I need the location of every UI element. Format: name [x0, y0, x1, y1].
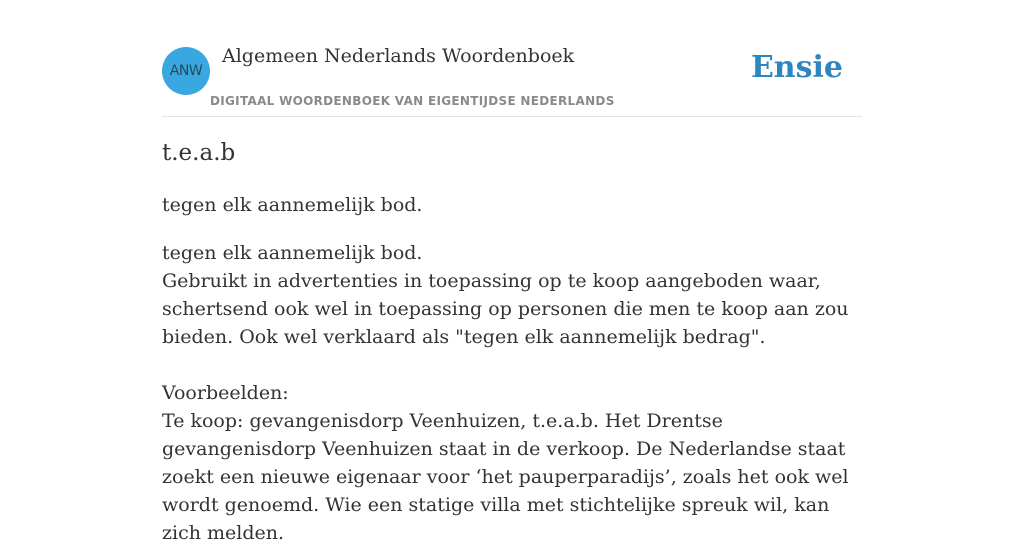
- spacer: [162, 351, 862, 379]
- site-title[interactable]: Algemeen Nederlands Woordenboek: [222, 45, 575, 67]
- site-header: [162, 0, 862, 117]
- definition-paragraph: Gebruikt in advertenties in toepassing op te koop aangeboden waar, schertsend ook wel in toepassing op personen die men te koop aan zou bieden. Ook wel verklaard als "tegen elk aannemelijk bedrag".: [162, 270, 849, 348]
- entry-definition: [162, 239, 862, 547]
- ensie-brand-link[interactable]: Ensie: [750, 50, 843, 85]
- anw-logo[interactable]: ANW: [162, 47, 210, 95]
- entry-summary: tegen elk aannemelijk bod.: [162, 194, 423, 216]
- site-subtitle: DIGITAAL WOORDENBOEK VAN EIGENTIJDSE NEDERLANDS: [210, 94, 615, 108]
- page-title: t.e.a.b: [162, 140, 236, 166]
- page-container: [162, 0, 862, 544]
- example-text: Te koop: gevangenisdorp Veenhuizen, t.e.a.b. Het Drentse gevangenisdorp Veenhuizen staat in de verkoop. De Nederlandse staat zoekt een nieuwe eigenaar voor ‘het pauperparadijs’, zoals het ook wel wordt genoemd. Wie een statige villa met stichtelijke spreuk wil, kan zich melden.: [162, 410, 849, 544]
- examples-label: Voorbeelden:: [162, 382, 289, 404]
- definition-line: tegen elk aannemelijk bod.: [162, 242, 423, 264]
